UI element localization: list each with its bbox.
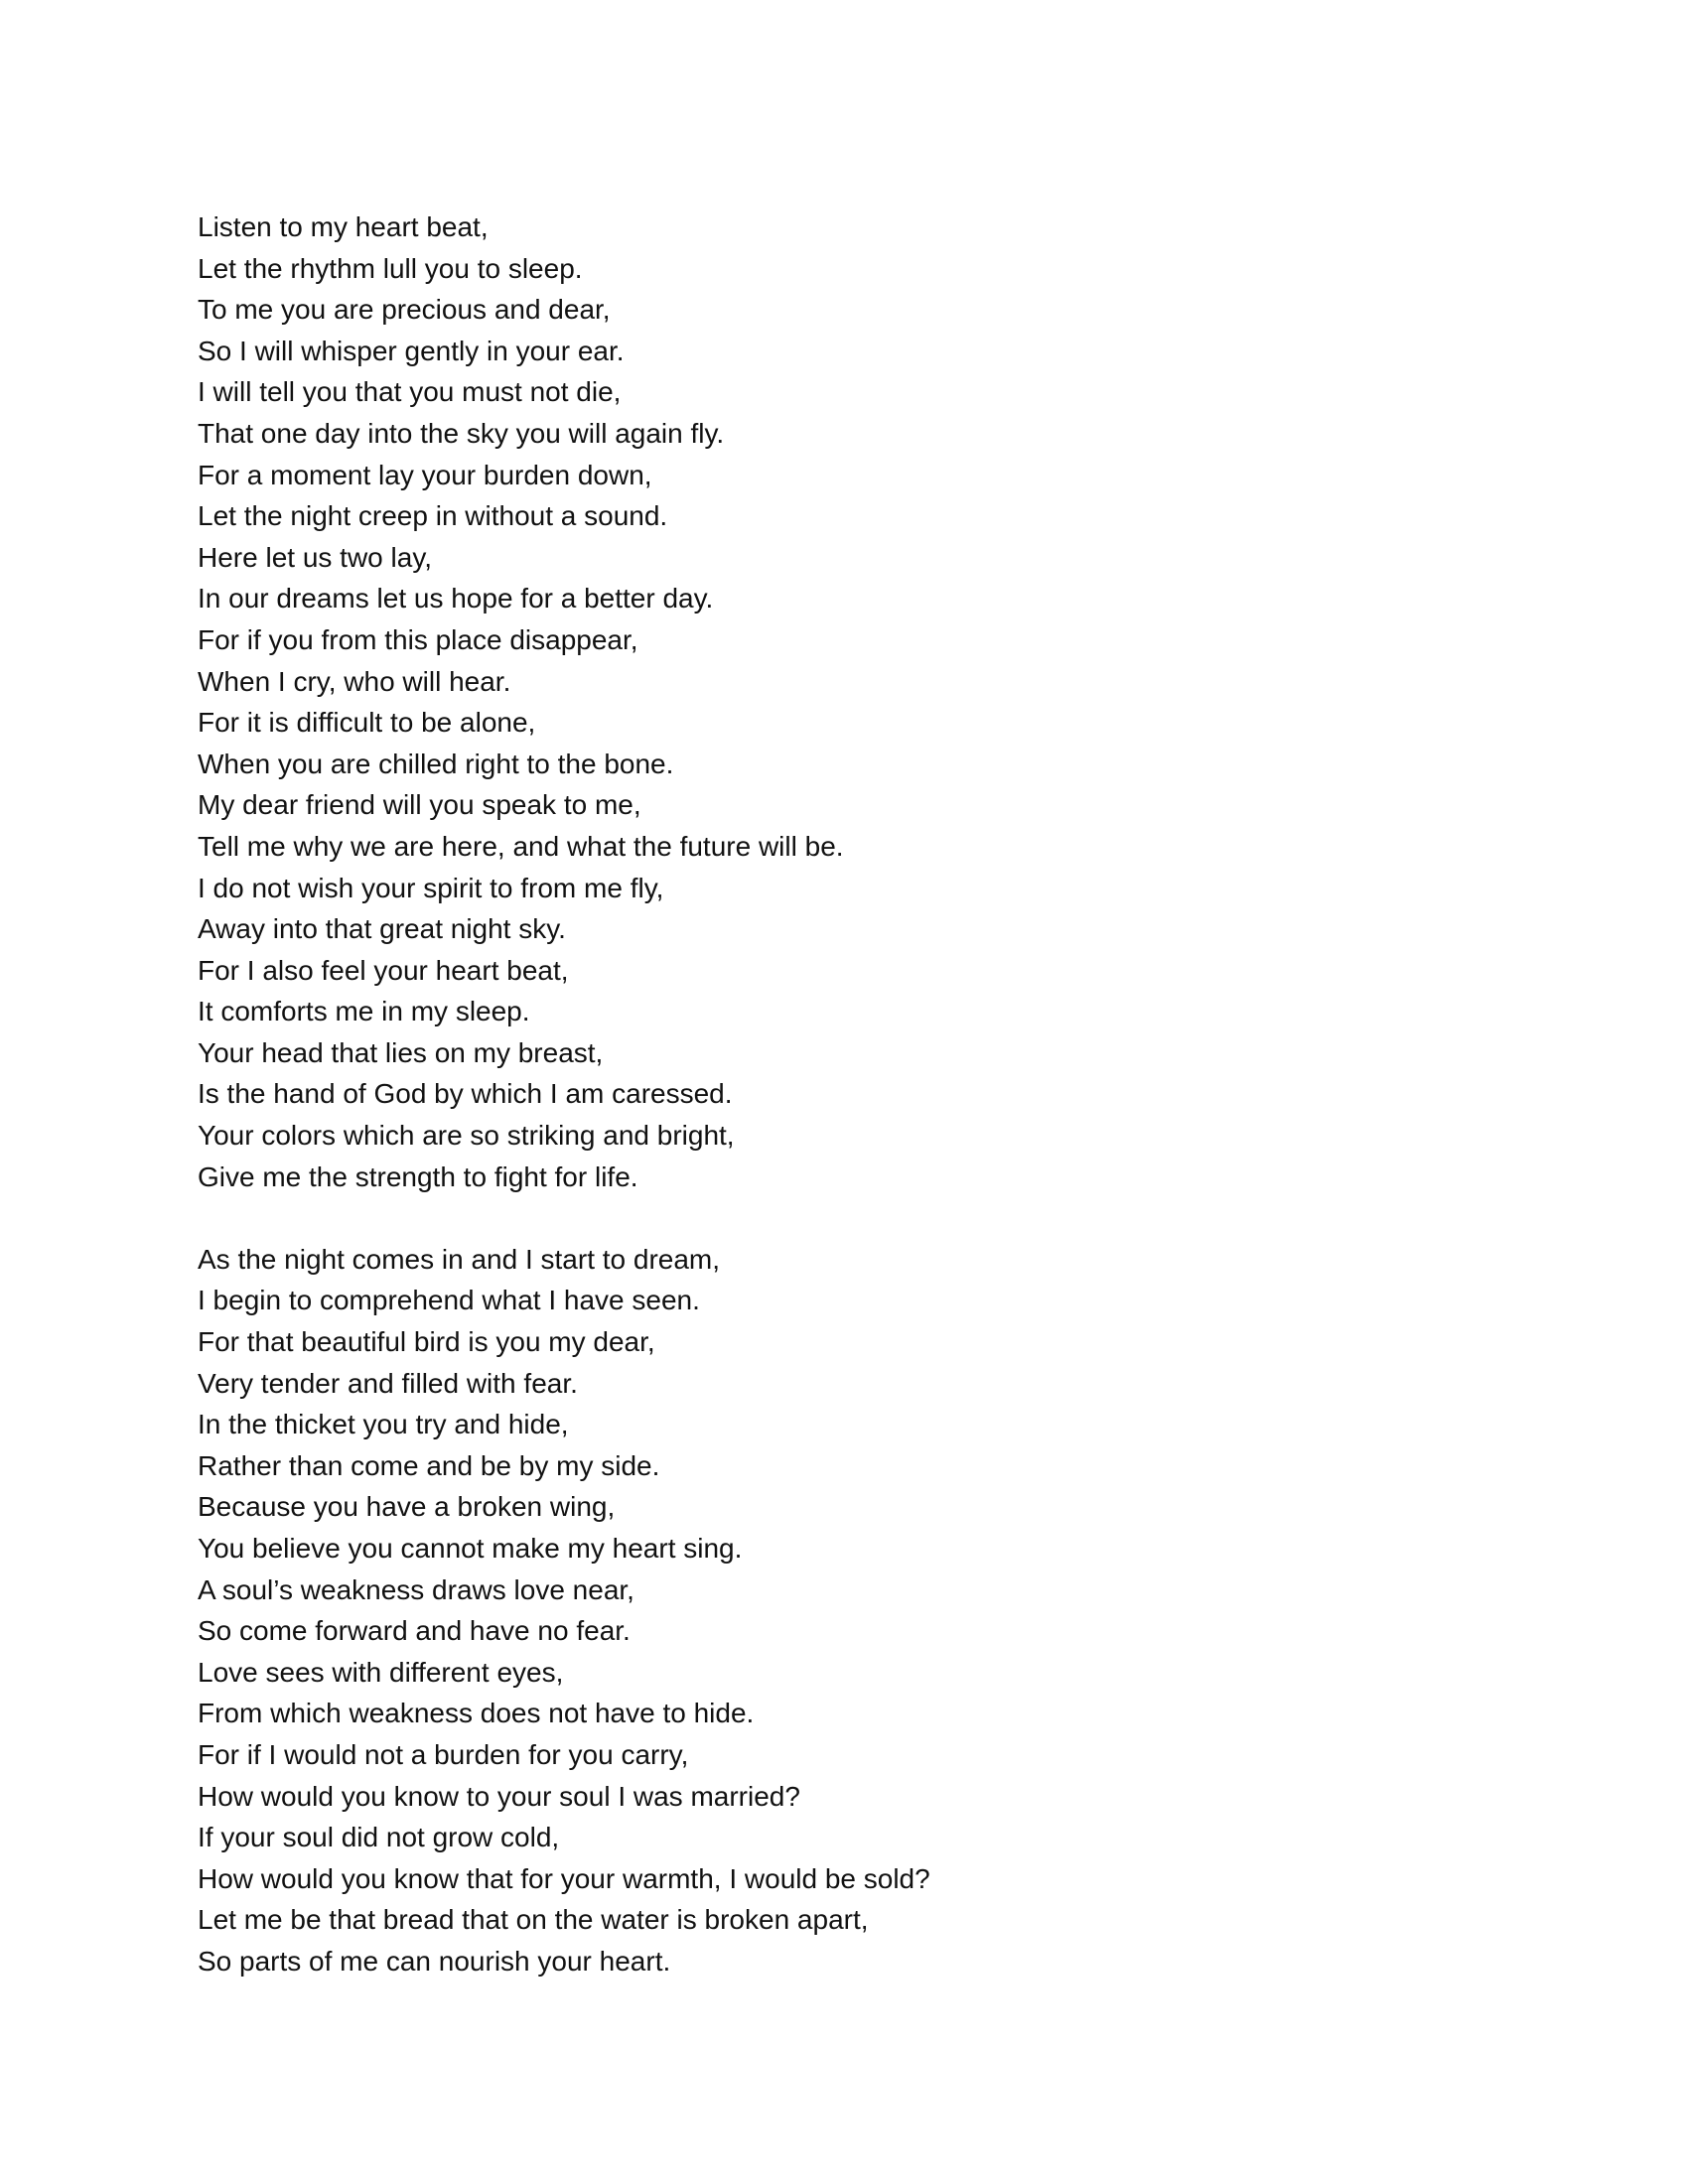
poem-line: For a moment lay your burden down, (198, 459, 652, 490)
poem-line: You believe you cannot make my heart sing. (198, 1533, 743, 1564)
poem-line: Give me the strength to fight for life. (198, 1160, 638, 1192)
poem-line: Listen to my heart beat, (198, 211, 489, 242)
poem-line: Because you have a broken wing, (198, 1491, 616, 1523)
poem-body (198, 206, 1588, 1982)
poem-line: My dear friend will you speak to me, (198, 789, 641, 821)
poem-line: It comforts me in my sleep. (198, 996, 530, 1027)
poem-line: Away into that great night sky. (198, 913, 566, 945)
poem-line: Let the rhythm lull you to sleep. (198, 252, 583, 284)
poem-line: Love sees with different eyes, (198, 1656, 564, 1688)
poem-line: Is the hand of God by which I am caressed. (198, 1078, 733, 1110)
poem-line: Your head that lies on my breast, (198, 1036, 604, 1068)
poem-line: For if I would not a burden for you carry, (198, 1738, 689, 1770)
poem-line: From which weakness does not have to hide. (198, 1698, 755, 1729)
poem-line: For if you from this place disappear, (198, 623, 638, 655)
poem-line: When I cry, who will hear. (198, 665, 511, 697)
poem-line: In our dreams let us hope for a better day. (198, 583, 714, 614)
poem-line: When you are chilled right to the bone. (198, 748, 674, 779)
poem-line: Let the night creep in without a sound. (198, 500, 668, 532)
poem-line: How would you know that for your warmth, I would be sold? (198, 1862, 930, 1894)
poem-line: To me you are precious and dear, (198, 294, 611, 326)
poem-line: For it is difficult to be alone, (198, 707, 536, 739)
poem-line: So parts of me can nourish your heart. (198, 1945, 671, 1977)
poem-line: Rather than come and be by my side. (198, 1449, 660, 1481)
poem-line: So I will whisper gently in your ear. (198, 335, 625, 366)
poem-line: Tell me why we are here, and what the future will be. (198, 830, 844, 862)
poem-line: For I also feel your heart beat, (198, 954, 569, 986)
poem-line: A soul’s weakness draws love near, (198, 1573, 634, 1605)
poem-line: That one day into the sky you will again fly. (198, 417, 725, 449)
poem-line: I begin to comprehend what I have seen. (198, 1285, 700, 1316)
poem-line: I do not wish your spirit to from me fly, (198, 872, 664, 903)
poem-line: Your colors which are so striking and bright, (198, 1120, 735, 1152)
stanza (198, 206, 1588, 1197)
poem-line: As the night comes in and I start to dream, (198, 1243, 721, 1275)
poem-line: I will tell you that you must not die, (198, 376, 622, 408)
stanza (198, 1239, 1588, 1982)
poem-line: For that beautiful bird is you my dear, (198, 1326, 655, 1358)
poem-line: How would you know to your soul I was married? (198, 1780, 800, 1812)
poem-line: In the thicket you try and hide, (198, 1409, 569, 1440)
poem-line: If your soul did not grow cold, (198, 1822, 560, 1853)
poem-line: Let me be that bread that on the water is broken apart, (198, 1904, 869, 1936)
poem-line: Here let us two lay, (198, 541, 433, 573)
poem-line: So come forward and have no fear. (198, 1615, 631, 1647)
poem-line: Very tender and filled with fear. (198, 1367, 578, 1399)
